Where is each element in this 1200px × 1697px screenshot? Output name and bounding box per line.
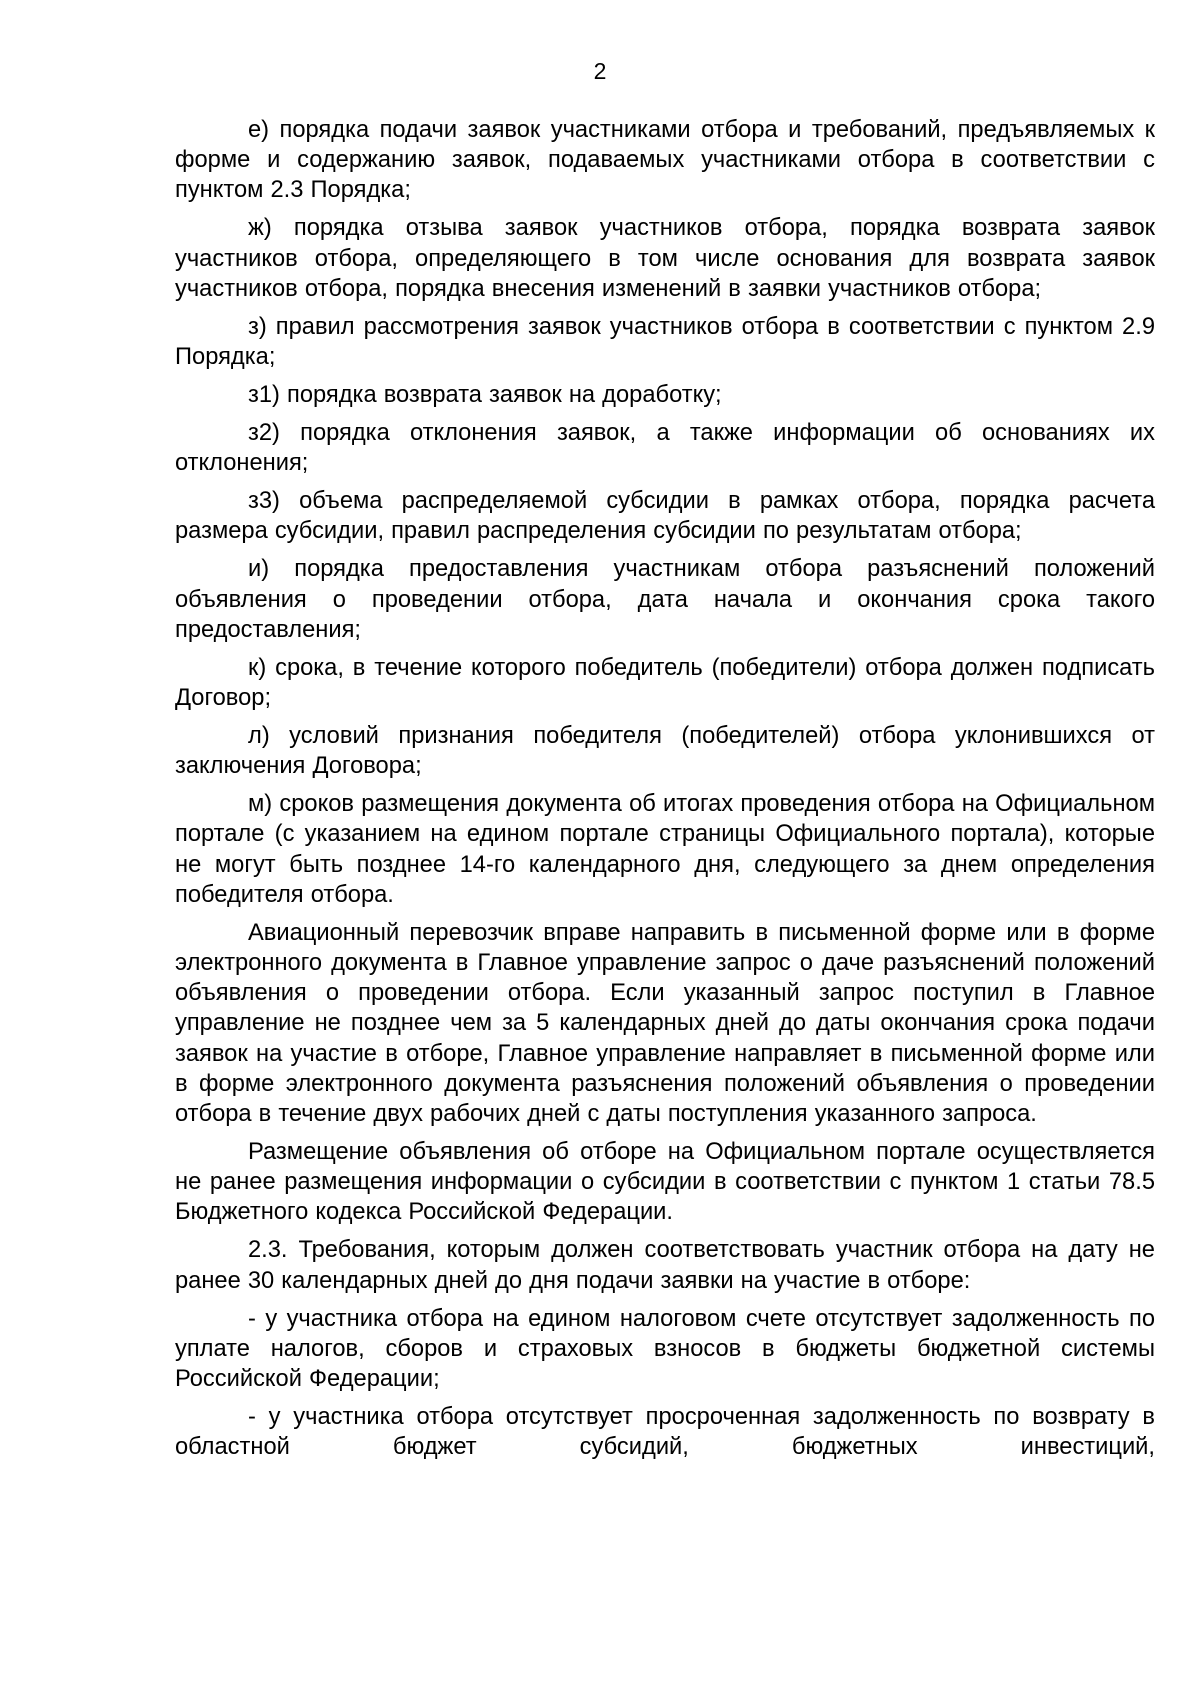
paragraph-k: к) срока, в течение которого победитель (победители) отбора должен подписать Договор; bbox=[175, 654, 1155, 712]
paragraph-2-3: 2.3. Требования, которым должен соответствовать участник отбора на дату не ранее 30 календарных дней до дня подачи заявки на участие в отборе: bbox=[175, 1237, 1155, 1294]
paragraph-e: е) порядка подачи заявок участниками отбора и требований, предъявляемых к форме и содержанию заявок, подаваемых участниками отбора в соответствии с пунктом 2.3 Порядка; bbox=[175, 117, 1155, 204]
page-number: 2 bbox=[593, 58, 607, 84]
paragraph-z2: з2) порядка отклонения заявок, а также информации об основаниях их отклонения; bbox=[175, 420, 1155, 477]
paragraph-i: и) порядка предоставления участникам отбора разъяснений положений объявления о проведении отбора, дата начала и окончания срока такого предоставления; bbox=[175, 556, 1155, 643]
paragraph-z: з) правил рассмотрения заявок участников отбора в соответствии с пунктом 2.9 Порядка; bbox=[175, 313, 1155, 371]
paragraph-m: м) сроков размещения документа об итогах проведения отбора на Официальном портале (с указанием на едином портале страницы Официального портала), которые не могут быть позднее 14-го календарного дня, следующего за днем определения победителя отбора. bbox=[175, 791, 1155, 908]
paragraph-z1: з1) порядка возврата заявок на доработку; bbox=[248, 382, 722, 409]
list-item-overdue-debt: - у участника отбора отсутствует просроченная задолженность по возврату в областной бюджет субсидий, бюджетных инвестиций, bbox=[175, 1404, 1155, 1461]
paragraph-zh: ж) порядка отзыва заявок участников отбора, порядка возврата заявок участников отбора, определяющего в том числе основания для возврата заявок участников отбора, порядка внесения изменений в заявки участников отбора; bbox=[175, 215, 1155, 302]
document-body bbox=[175, 115, 1155, 1470]
paragraph-z3: з3) объема распределяемой субсидии в рамках отбора, порядка расчета размера субсидии, правил распределения субсидии по результатам отбора; bbox=[175, 488, 1155, 545]
paragraph-carrier-request: Авиационный перевозчик вправе направить в письменной форме или в форме электронного документа в Главное управление запрос о даче разъяснений положений объявления о проведении отбора. Если указанный запрос поступил в Главное управление не позднее чем за 5 календарных дней до даты окончания срока подачи заявок на участие в отборе, Главное управление направляет в письменной форме или в форме электронного документа разъяснения положений объявления о проведении отбора в течение двух рабочих дней с даты поступления указанного запроса. bbox=[175, 919, 1155, 1128]
paragraph-publication: Размещение объявления об отборе на Официальном портале осуществляется не ранее размещения информации о субсидии в соответствии с пунктом 1 статьи 78.5 Бюджетного кодекса Российской Федерации. bbox=[175, 1139, 1155, 1226]
list-item-tax-debt: - у участника отбора на едином налоговом счете отсутствует задолженность по уплате налогов, сборов и страховых взносов в бюджеты бюджетной системы Российской Федерации; bbox=[175, 1305, 1155, 1393]
paragraph-l: л) условий признания победителя (победителей) отбора уклонившихся от заключения Договора; bbox=[175, 723, 1155, 780]
